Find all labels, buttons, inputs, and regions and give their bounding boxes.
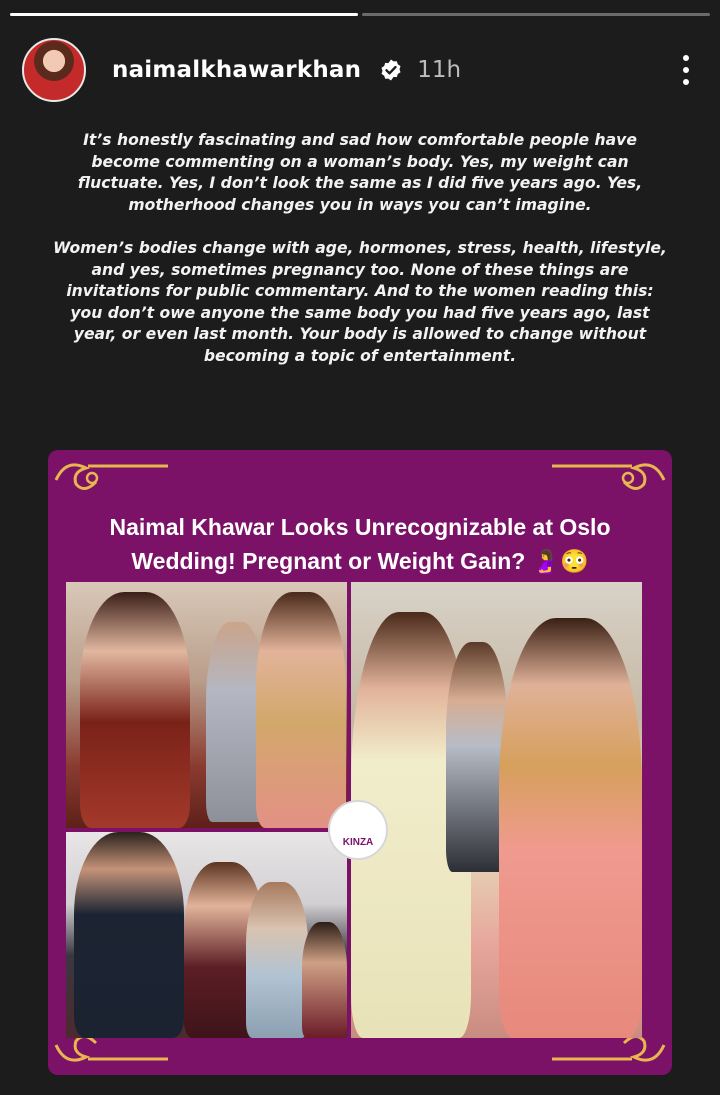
collage-photo-left-bottom [66,832,347,1038]
post-time: 11h [417,57,462,83]
headline-text: Naimal Khawar Looks Unrecognizable at Oslo Wedding! Pregnant or Weight Gain? [109,514,611,574]
verified-badge-icon [379,58,403,82]
shared-post-image[interactable] [48,450,672,1075]
username[interactable]: naimalkhawarkhan [112,57,362,83]
watermark-logo [328,800,388,860]
corner-flourish-icon [542,450,672,510]
collage-photo-left-top [66,582,347,828]
story-header [22,38,698,102]
story-progress [10,13,710,16]
more-vertical-icon [683,79,689,85]
story-caption [50,130,670,367]
watermark-text: KINZA [342,837,374,848]
avatar[interactable] [22,38,86,102]
collage-photo-right [351,582,642,1038]
more-vertical-icon [683,55,689,61]
headline-emoji: 🤰😳 [531,548,589,574]
more-vertical-icon [683,67,689,73]
corner-flourish-icon [48,450,178,510]
more-options-button[interactable] [674,50,698,90]
story-progress-segment [10,13,358,16]
story-progress-segment [362,13,710,16]
photo-collage [66,582,642,1038]
caption-paragraph: Women’s bodies change with age, hormones, stress, health, lifestyle, and yes, sometimes pregnancy too. None of these things are invitations for public commentary. And to the women reading this: you don’t owe anyone the same body you had five years ago, last year, or even last month. Your body is allowed to change without becoming a topic of entertainment. [53,239,667,365]
caption-paragraph: It’s honestly fascinating and sad how comfortable people have become commenting on a woman’s body. Yes, my weight can fluctuate. Yes, I don’t look the same as I did five years ago. Yes, motherhood changes you in ways you can’t imagine. [77,131,643,214]
shared-post-headline [68,510,652,578]
